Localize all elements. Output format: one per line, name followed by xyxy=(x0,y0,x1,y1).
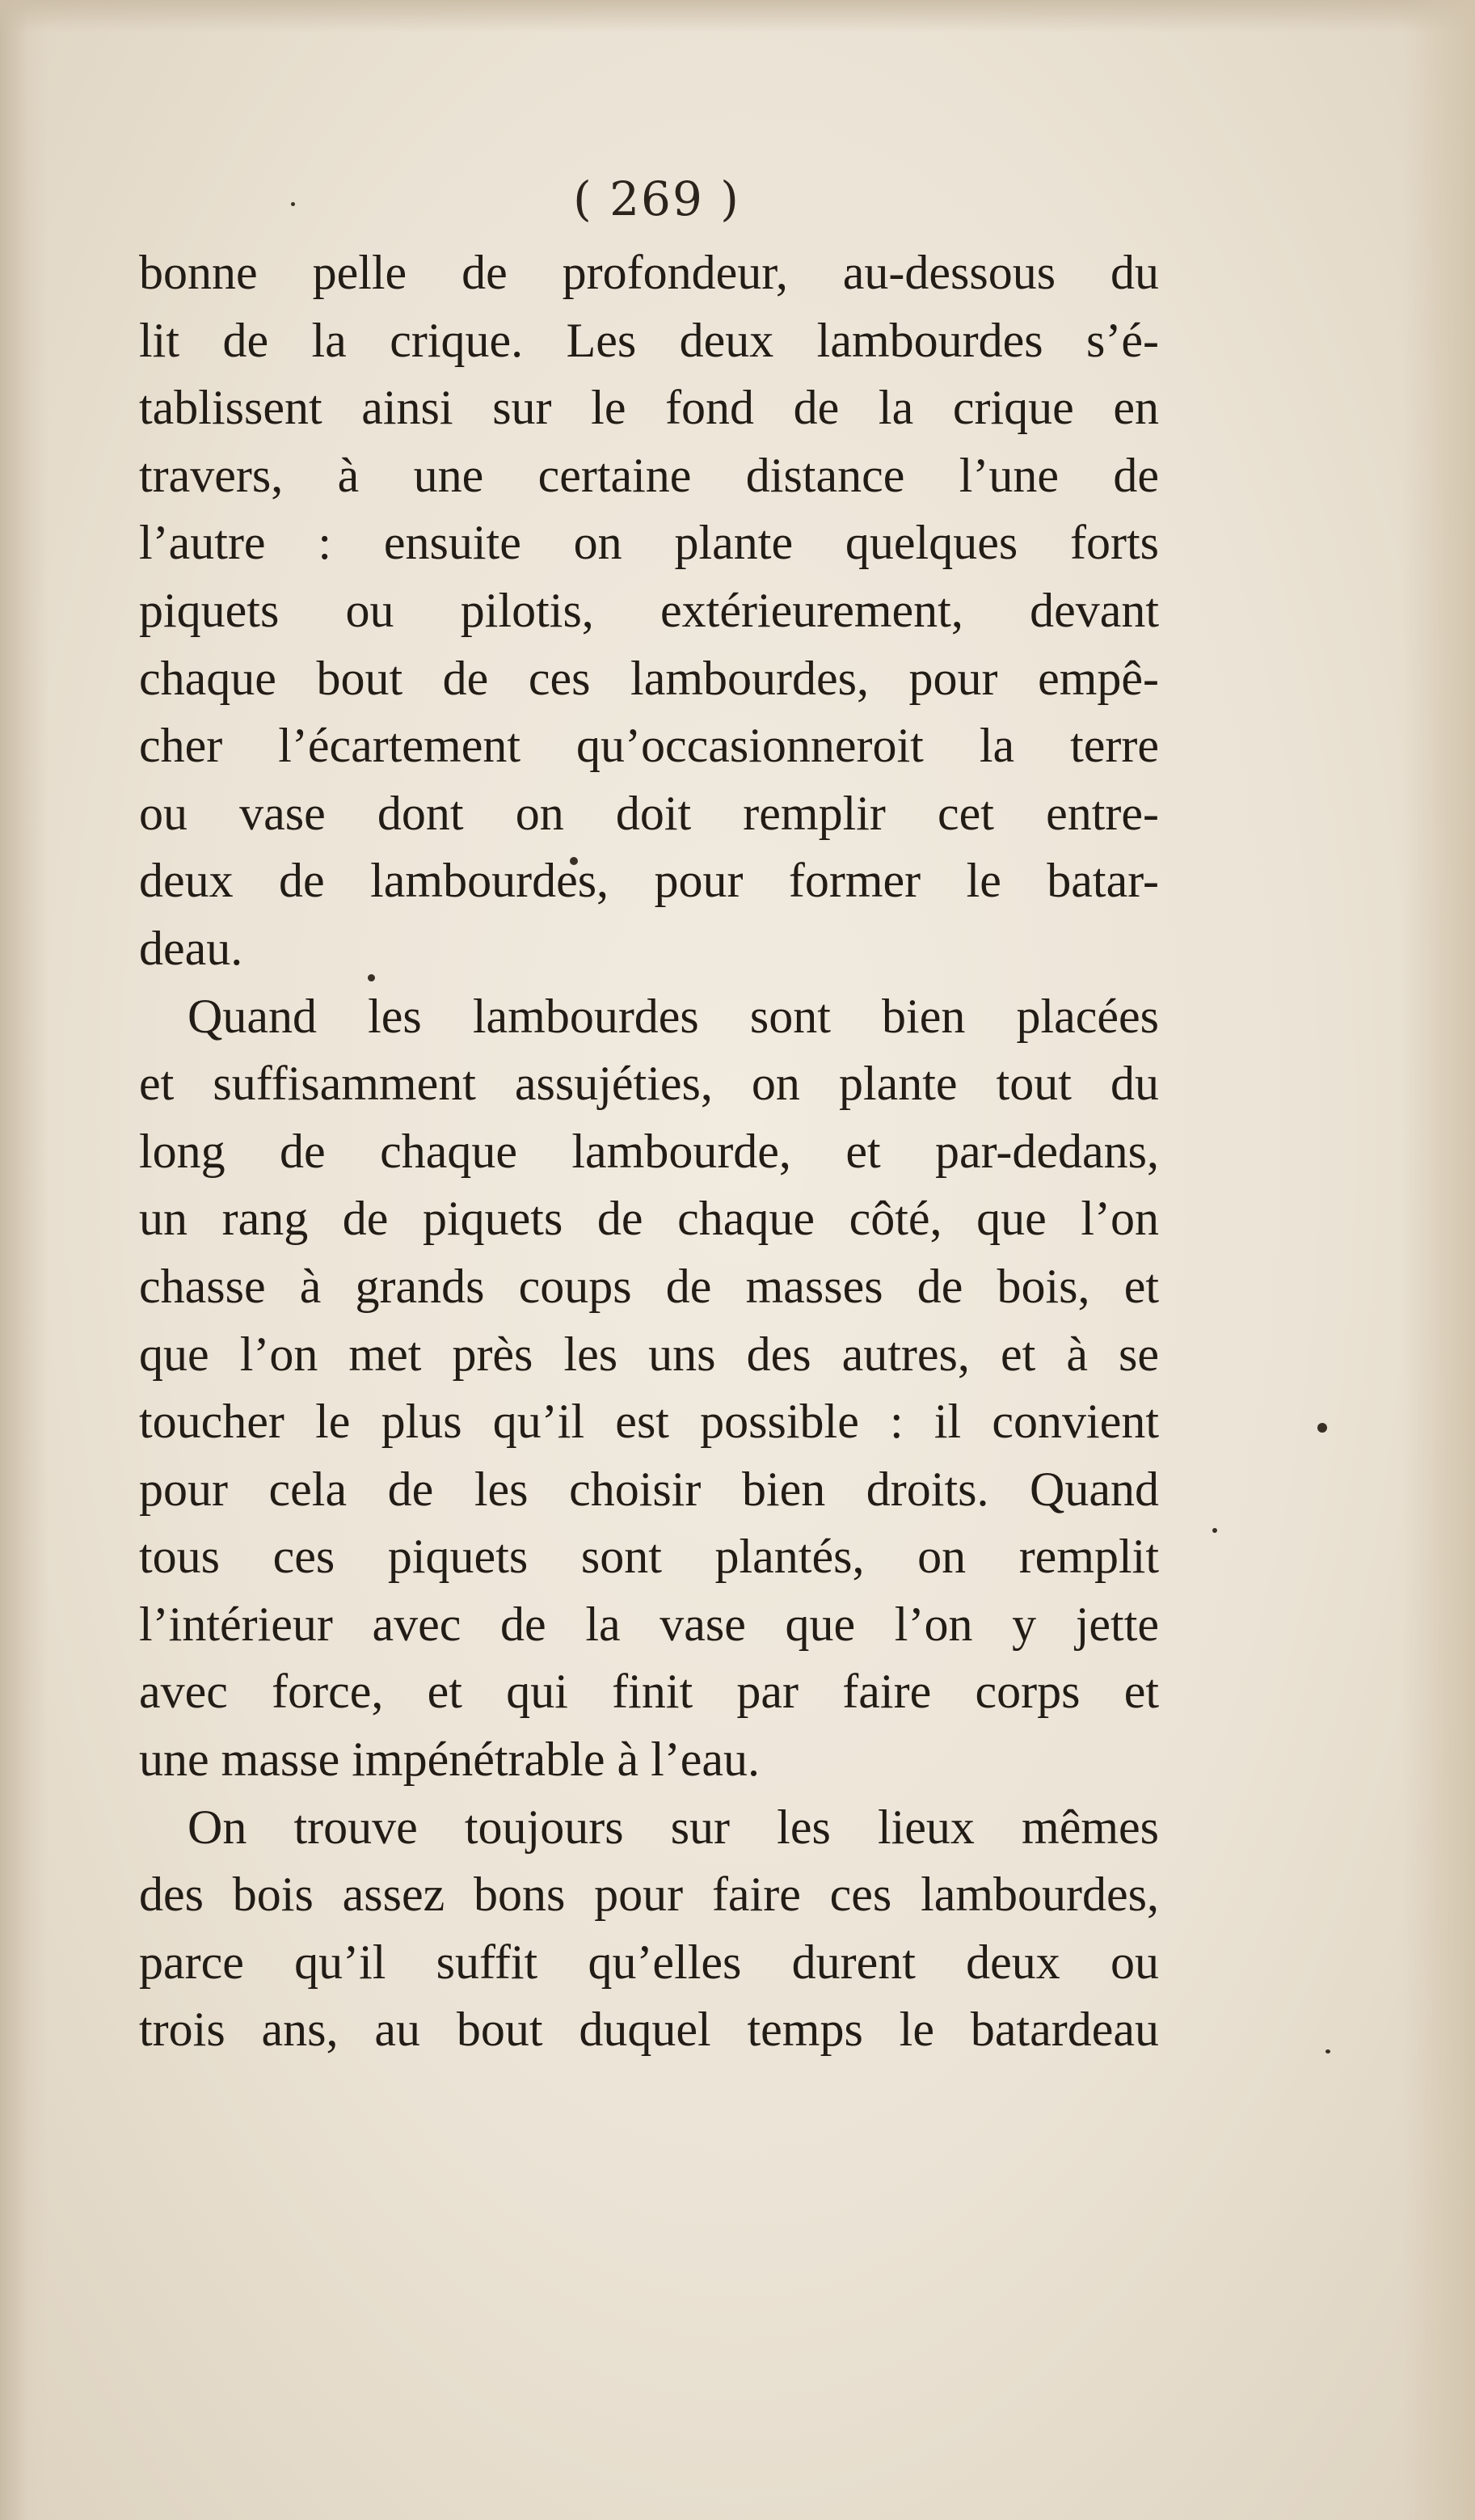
paper-speck xyxy=(1325,2049,1330,2054)
text-line: deau. xyxy=(139,921,243,975)
text-line: lit de la crique. Les deux lambourdes s’é- xyxy=(139,313,1159,367)
text-line: trois ans, au bout duquel temps le batardeau xyxy=(139,2003,1159,2057)
text-line: piquets ou pilotis, extérieurement, devant xyxy=(139,583,1159,637)
text-line: une masse impénétrable à l’eau. xyxy=(139,1733,760,1787)
text-line: et suffisamment assujéties, on plante tout du xyxy=(139,1057,1159,1111)
text-line: chaque bout de ces lambourdes, pour empê- xyxy=(139,651,1159,705)
paper-speck xyxy=(1317,1423,1327,1433)
text-line: deux de lambourdes, pour former le batar- xyxy=(139,854,1159,908)
page-top-shadow xyxy=(0,0,1475,32)
text-line: Quand les lambourdes sont bien placées xyxy=(188,989,1159,1043)
text-line: bonne pelle de profondeur, au-dessous du xyxy=(139,246,1159,299)
text-line: tablissent ainsi sur le fond de la crique en xyxy=(139,381,1159,435)
paper-speck xyxy=(1212,1528,1217,1533)
text-line: que l’on met près les uns des autres, et à se xyxy=(139,1327,1159,1381)
text-line: des bois assez bons pour faire ces lambourdes, xyxy=(139,1868,1159,1922)
text-line: tous ces piquets sont plantés, on remplit xyxy=(139,1530,1159,1584)
text-line: l’intérieur avec de la vase que l’on y jette xyxy=(139,1597,1159,1651)
page-left-shadow xyxy=(0,0,48,2520)
text-line: On trouve toujours sur les lieux mêmes xyxy=(188,1800,1159,1854)
body-text xyxy=(139,239,1159,2064)
text-line: parce qu’il suffit qu’elles durent deux ou xyxy=(139,1935,1159,1989)
text-line: toucher le plus qu’il est possible : il convient xyxy=(139,1395,1159,1449)
text-line: avec force, et qui finit par faire corps et xyxy=(139,1665,1159,1719)
text-line: l’autre : ensuite on plante quelques forts xyxy=(139,516,1159,570)
text-line: ou vase dont on doit remplir cet entre- xyxy=(139,786,1159,840)
text-line: long de chaque lambourde, et par-dedans, xyxy=(139,1124,1159,1178)
text-line: cher l’écartement qu’occasionneroit la terre xyxy=(139,719,1159,773)
page-number: ( 269 ) xyxy=(573,171,740,226)
text-line: un rang de piquets de chaque côté, que l’on xyxy=(139,1192,1159,1246)
page-right-shadow xyxy=(1402,0,1475,2520)
text-line: pour cela de les choisir bien droits. Quand xyxy=(139,1462,1159,1516)
text-line: chasse à grands coups de masses de bois, et xyxy=(139,1259,1159,1313)
text-line: travers, à une certaine distance l’une de xyxy=(139,448,1159,502)
